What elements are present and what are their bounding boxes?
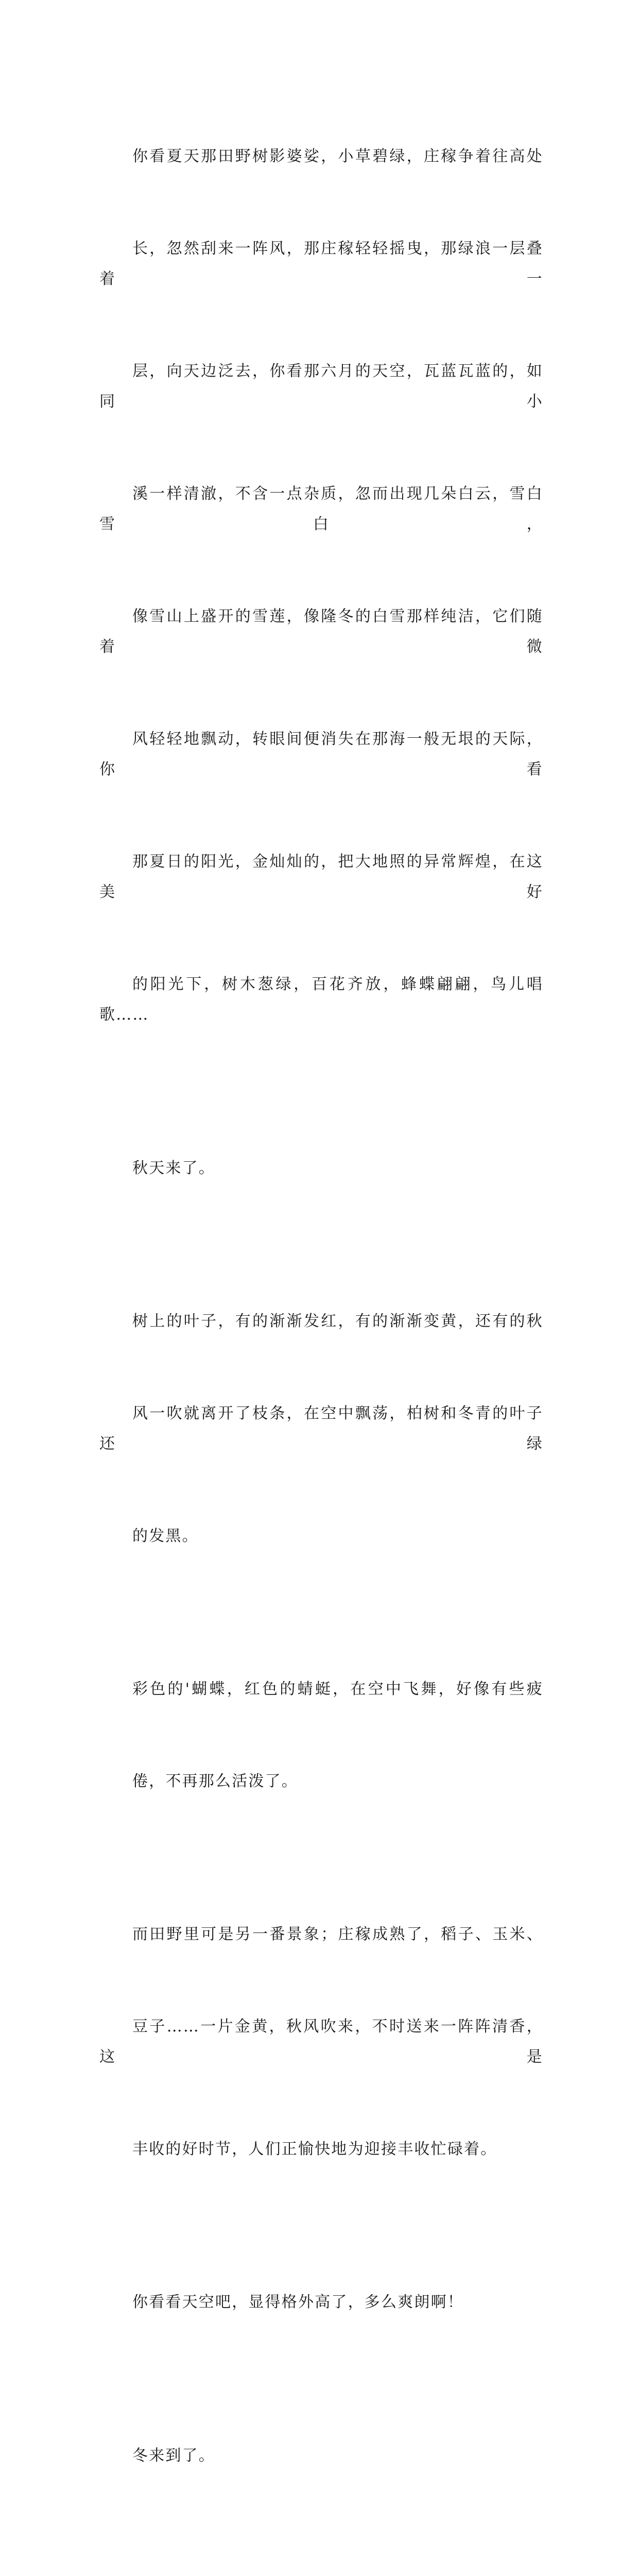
paragraph-summer (99, 80, 543, 1092)
paragraph-autumn-leaves (99, 1245, 543, 1613)
paragraph-autumn-intro (99, 1092, 543, 1245)
text-line: 像雪山上盛开的雪莲，像隆冬的白雪那样纯洁，它们随着微 (99, 607, 543, 656)
text-line: 长，忽然刮来一阵风，那庄稼轻轻摇曳，那绿浪一层叠着一 (99, 239, 543, 288)
paragraph-winter-intro (99, 2379, 543, 2533)
text-line: 那夏日的阳光，金灿灿的，把大地照的异常辉煌，在这美好 (99, 852, 543, 901)
text-line: 树上的叶子，有的渐渐发红，有的渐渐变黄，还有的秋 (132, 1312, 543, 1330)
text-line: 倦，不再那么活泼了。 (132, 1772, 298, 1790)
text-line: 丰收的好时节，人们正愉快地为迎接丰收忙碌着。 (132, 2140, 497, 2158)
text-line: 豆子……一片金黄，秋风吹来，不时送来一阵阵清香，这是 (99, 2017, 543, 2066)
text-line: 彩色的'蝴蝶，红色的蜻蜓，在空中飞舞，好像有些疲 (132, 1680, 543, 1698)
text-line: 溪一样清澈，不含一点杂质，忽而出现几朵白云，雪白雪白， (99, 484, 543, 533)
paragraph-autumn-insects (99, 1613, 543, 1858)
paragraph-autumn-fields (99, 1858, 543, 2226)
text-line: 的发黑。 (132, 1527, 199, 1545)
text-line: 层，向天边泛去，你看那六月的天空，瓦蓝瓦蓝的，如同小 (99, 362, 543, 411)
paragraph-autumn-sky (99, 2226, 543, 2379)
text-line: 而田野里可是另一番景象；庄稼成熟了，稻子、玉米、 (132, 1925, 543, 1943)
paragraph-winter (99, 2532, 543, 2576)
text-line: 风一吹就离开了枝条，在空中飘荡，柏树和冬青的叶子还绿 (99, 1404, 543, 1453)
document-page (99, 80, 543, 2576)
text-line: 秋天来了。 (132, 1159, 215, 1177)
text-line: 你看看天空吧，显得格外高了，多么爽朗啊！ (132, 2293, 464, 2311)
text-line: 风轻轻地飘动，转眼间便消失在那海一般无垠的天际，你看 (99, 730, 543, 778)
text-line: 冬来到了。 (132, 2446, 215, 2465)
text-line: 的阳光下，树木葱绿，百花齐放，蜂蝶翩翩，鸟儿唱歌…… (99, 975, 543, 1024)
text-line: 你看夏天那田野树影婆娑，小草碧绿，庄稼争着往高处 (132, 147, 543, 165)
